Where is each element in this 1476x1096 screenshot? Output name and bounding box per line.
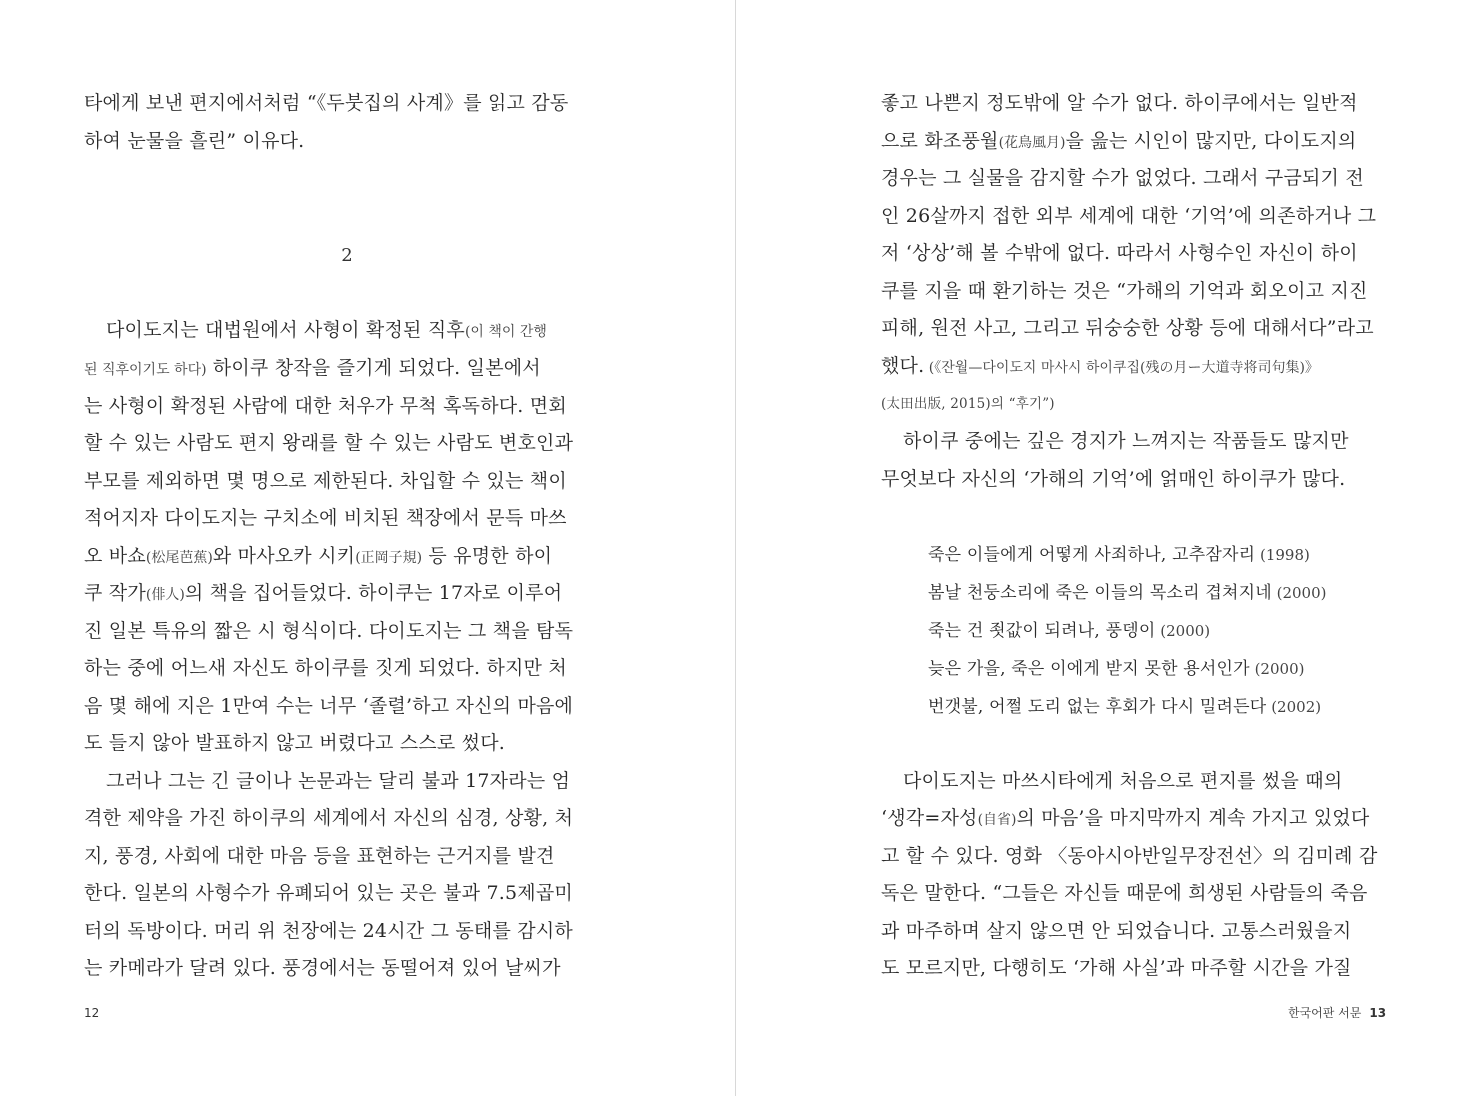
text-line: 한다. 일본의 사형수가 유폐되어 있는 곳은 불과 7.5제곱미 [84, 882, 573, 904]
chapter-title: 한국어판 서문 [1288, 1006, 1362, 1020]
page-number: 12 [84, 1006, 100, 1020]
parenthetical-note: 된 직후이기도 하다) [84, 362, 207, 378]
haiku-line: 번갯불, 어쩔 도리 없는 후회가 다시 밀려든다 (2002) [928, 697, 1322, 717]
parenthetical-note: (이 책이 간행 [464, 324, 547, 340]
text-line: ‘생각=자성(自省)의 마음’을 마지막까지 계속 가지고 있었다 [881, 807, 1370, 829]
text-line: 하여 눈물을 흘린” 이유다. [84, 130, 305, 152]
left-page [0, 0, 735, 1096]
text-line: 격한 제약을 가진 하이쿠의 세계에서 자신의 심경, 상황, 처 [84, 807, 574, 829]
text-line: 쿠 작가(俳人)의 책을 집어들었다. 하이쿠는 17자로 이루어 [84, 582, 563, 604]
text-line: 지, 풍경, 사회에 대한 마음 등을 표현하는 근거지를 발견 [84, 845, 555, 867]
text-line: 쿠를 지을 때 환기하는 것은 “가해의 기억과 회오이고 지진 [881, 280, 1368, 302]
text-line: 인 26살까지 접한 외부 세계에 대한 ‘기억’에 의존하거나 그 [881, 205, 1377, 227]
haiku-line: 죽는 건 죗값이 되려나, 풍뎅이 (2000) [928, 621, 1211, 641]
section-number: 2 [341, 245, 353, 266]
text-line: 도 들지 않아 발표하지 않고 버렸다고 스스로 썼다. [84, 732, 505, 754]
text-line: 했다. (《잔월—다이도지 마사시 하이쿠집(残の月ー大道寺将司句集)》 [881, 355, 1319, 377]
text-line: 경우는 그 실물을 감지할 수가 없었다. 그래서 구금되기 전 [881, 167, 1364, 189]
text-line: 으로 화조풍월(花鳥風月)을 읊는 시인이 많지만, 다이도지의 [881, 130, 1357, 152]
citation: (《잔월—다이도지 마사시 하이쿠집(残の月ー大道寺将司句集)》 [924, 360, 1319, 376]
text-line: 진 일본 특유의 짧은 시 형식이다. 다이도지는 그 책을 탐독 [84, 620, 574, 642]
text-line: 적어지자 다이도지는 구치소에 비치된 책장에서 문득 마쓰 [84, 507, 567, 529]
text-line: 터의 독방이다. 머리 위 천장에는 24시간 그 동태를 감시하 [84, 920, 573, 942]
text-line: 오 바쇼(松尾芭蕉)와 마사오카 시키(正岡子規) 등 유명한 하이 [84, 545, 553, 567]
text-line: 저 ‘상상’해 볼 수밖에 없다. 따라서 사형수인 자신이 하이 [881, 242, 1358, 264]
text-line: 다이도지는 마쓰시타에게 처음으로 편지를 썼을 때의 [903, 770, 1343, 792]
haiku-line: 죽은 이들에게 어떻게 사죄하나, 고추잠자리 (1998) [928, 545, 1310, 565]
text-line: 된 직후이기도 하다) 하이쿠 창작을 즐기게 되었다. 일본에서 [84, 357, 541, 379]
text-line: 과 마주하며 살지 않으면 안 되었습니다. 고통스러웠을지 [881, 920, 1352, 942]
text-line: 무엇보다 자신의 ‘가해의 기억’에 얽매인 하이쿠가 많다. [881, 468, 1346, 490]
text-line: 다이도지는 대법원에서 사형이 확정된 직후(이 책이 간행 [106, 319, 547, 341]
text-line: 피해, 원전 사고, 그리고 뒤숭숭한 상황 등에 대해서다”라고 [881, 317, 1374, 339]
text-line: 고 할 수 있다. 영화 〈동아시아반일무장전선〉의 김미례 감 [881, 845, 1378, 867]
text-line: 타에게 보낸 편지에서처럼 “《두붓집의 사계》를 읽고 감동 [84, 92, 569, 114]
citation: (太田出版, 2015)의 “후기”) [881, 396, 1055, 412]
text-line: 음 몇 해에 지은 1만여 수는 너무 ‘졸렬’하고 자신의 마음에 [84, 695, 574, 717]
text-line: 는 카메라가 달려 있다. 풍경에서는 동떨어져 있어 날씨가 [84, 957, 561, 979]
text-line: 독은 말한다. “그들은 자신들 때문에 희생된 사람들의 죽음 [881, 882, 1368, 904]
text-line: 할 수 있는 사람도 편지 왕래를 할 수 있는 사람도 변호인과 [84, 432, 574, 454]
right-page [736, 0, 1476, 1096]
haiku-line: 늦은 가을, 죽은 이에게 받지 못한 용서인가 (2000) [928, 659, 1305, 679]
text-line: 하는 중에 어느새 자신도 하이쿠를 짓게 되었다. 하지만 처 [84, 657, 567, 679]
text-line: 좋고 나쁜지 정도밖에 알 수가 없다. 하이쿠에서는 일반적 [881, 92, 1358, 114]
text-line: 하이쿠 중에는 깊은 경지가 느껴지는 작품들도 많지만 [903, 430, 1349, 452]
page-number: 13 [1369, 1006, 1387, 1020]
haiku-line: 봄날 천둥소리에 죽은 이들의 목소리 겹쳐지네 (2000) [928, 583, 1327, 603]
text-line: 부모를 제외하면 몇 명으로 제한된다. 차입할 수 있는 책이 [84, 470, 567, 492]
text-line: 그러나 그는 긴 글이나 논문과는 달리 불과 17자라는 엄 [106, 770, 571, 792]
text-line: 도 모르지만, 다행히도 ‘가해 사실’과 마주할 시간을 가질 [881, 957, 1352, 979]
text-line: 는 사형이 확정된 사람에 대한 처우가 무척 혹독하다. 면회 [84, 395, 567, 417]
running-footer [1288, 1005, 1386, 1021]
